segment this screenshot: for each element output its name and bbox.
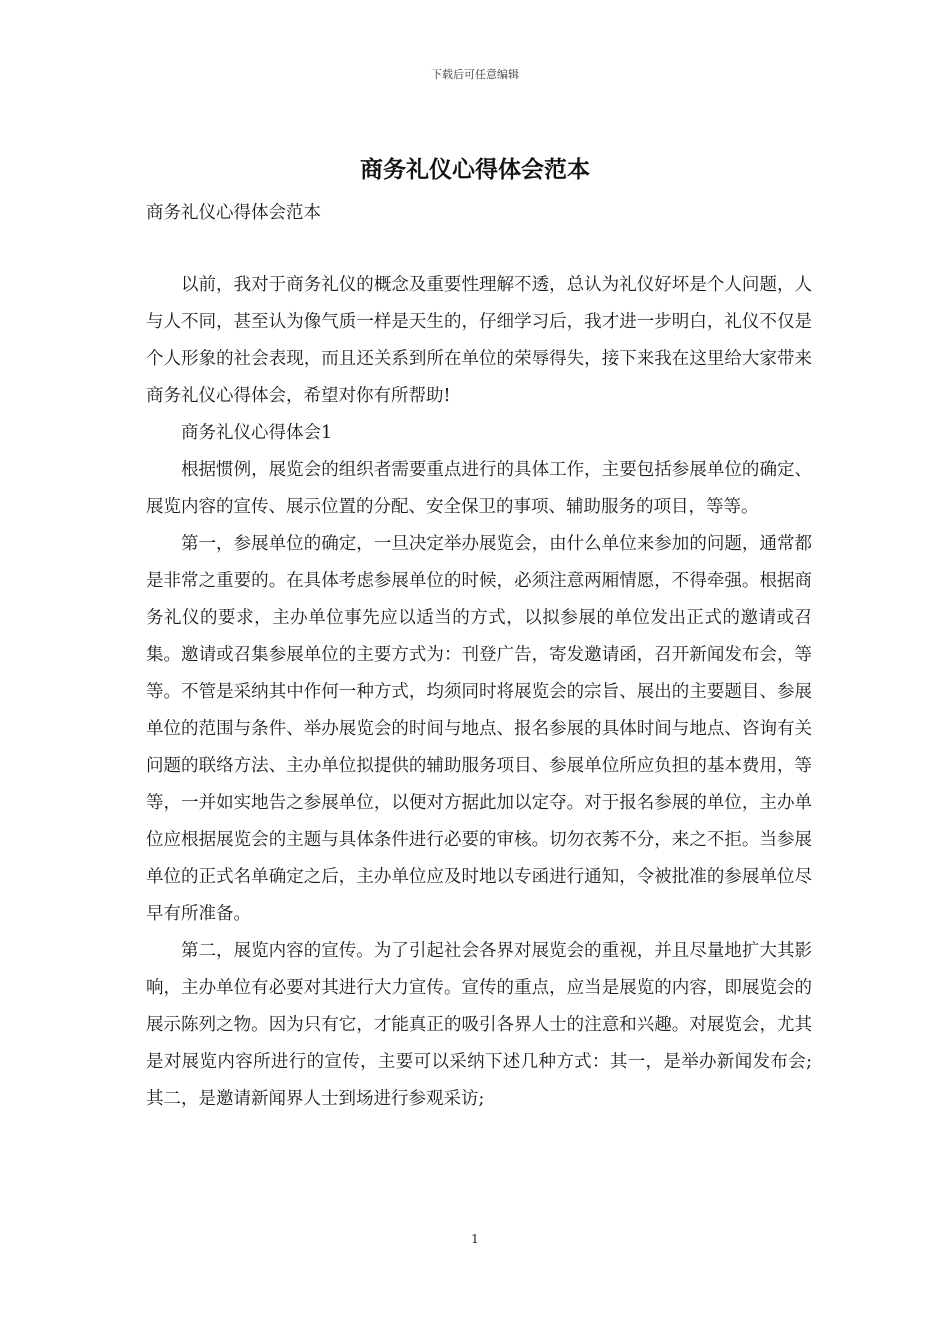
paragraph: 第一，参展单位的确定，一旦决定举办展览会，由什么单位来参加的问题，通常都是非常之重要的。在具体考虑参展单位的时候，必须注意两厢情愿，不得牵强。根据商务礼仪的要求，主办单位事先应以适当的方式，以拟参展的单位发出正式的邀请或召集。邀请或召集参展单位的主要方式为：刊登广告，寄发邀请函，召开新闻发布会，等等。不管是采纳其中作何一种方式，均须同时将展览会的宗旨、展出的主要题目、参展单位的范围与条件、举办展览会的时间与地点、报名参展的具体时间与地点、咨询有关问题的联络方法、主办单位拟提供的辅助服务项目、参展单位所应负担的基本费用，等等，一并如实地告之参展单位，以便对方据此加以定夺。对于报名参展的单位，主办单位应根据展览会的主题与具体条件进行必要的审核。切勿衣莠不分，来之不拒。当参展单位的正式名单确定之后，主办单位应及时地以专函进行通知，令被批准的参展单位尽早有所准备。 [146,534,812,924]
document-body [146,267,812,1118]
paragraph: 根据惯例，展览会的组织者需要重点进行的具体工作，主要包括参展单位的确定、展览内容的宣传、展示位置的分配、安全保卫的事项、辅助服务的项目，等等。 [146,460,812,517]
paragraph-intro: 以前，我对于商务礼仪的概念及重要性理解不透，总认为礼仪好坏是个人问题，人与人不同，甚至认为像气质一样是天生的，仔细学习后，我才进一步明白，礼仪不仅是个人形象的社会表现，而且还关系到所在单位的荣辱得失，接下来我在这里给大家带来商务礼仪心得体会，希望对你有所帮助! [146,275,812,406]
page-number: 1 [471,1232,479,1246]
section-heading: 商务礼仪心得体会1 [181,423,333,443]
header-note: 下载后可任意编辑 [431,68,519,81]
paragraph: 第二，展览内容的宣传。为了引起社会各界对展览会的重视，并且尽量地扩大其影响，主办单位有必要对其进行大力宣传。宣传的重点，应当是展览的内容，即展览会的展示陈列之物。因为只有它，才能真正的吸引各界人士的注意和兴趣。对展览会，尤其是对展览内容所进行的宣传，主要可以采纳下述几种方式：其一，是举办新闻发布会;其二，是邀请新闻界人士到场进行参观采访; [146,941,812,1109]
document-title: 商务礼仪心得体会范本 [360,156,590,183]
document-subtitle: 商务礼仪心得体会范本 [146,203,321,223]
